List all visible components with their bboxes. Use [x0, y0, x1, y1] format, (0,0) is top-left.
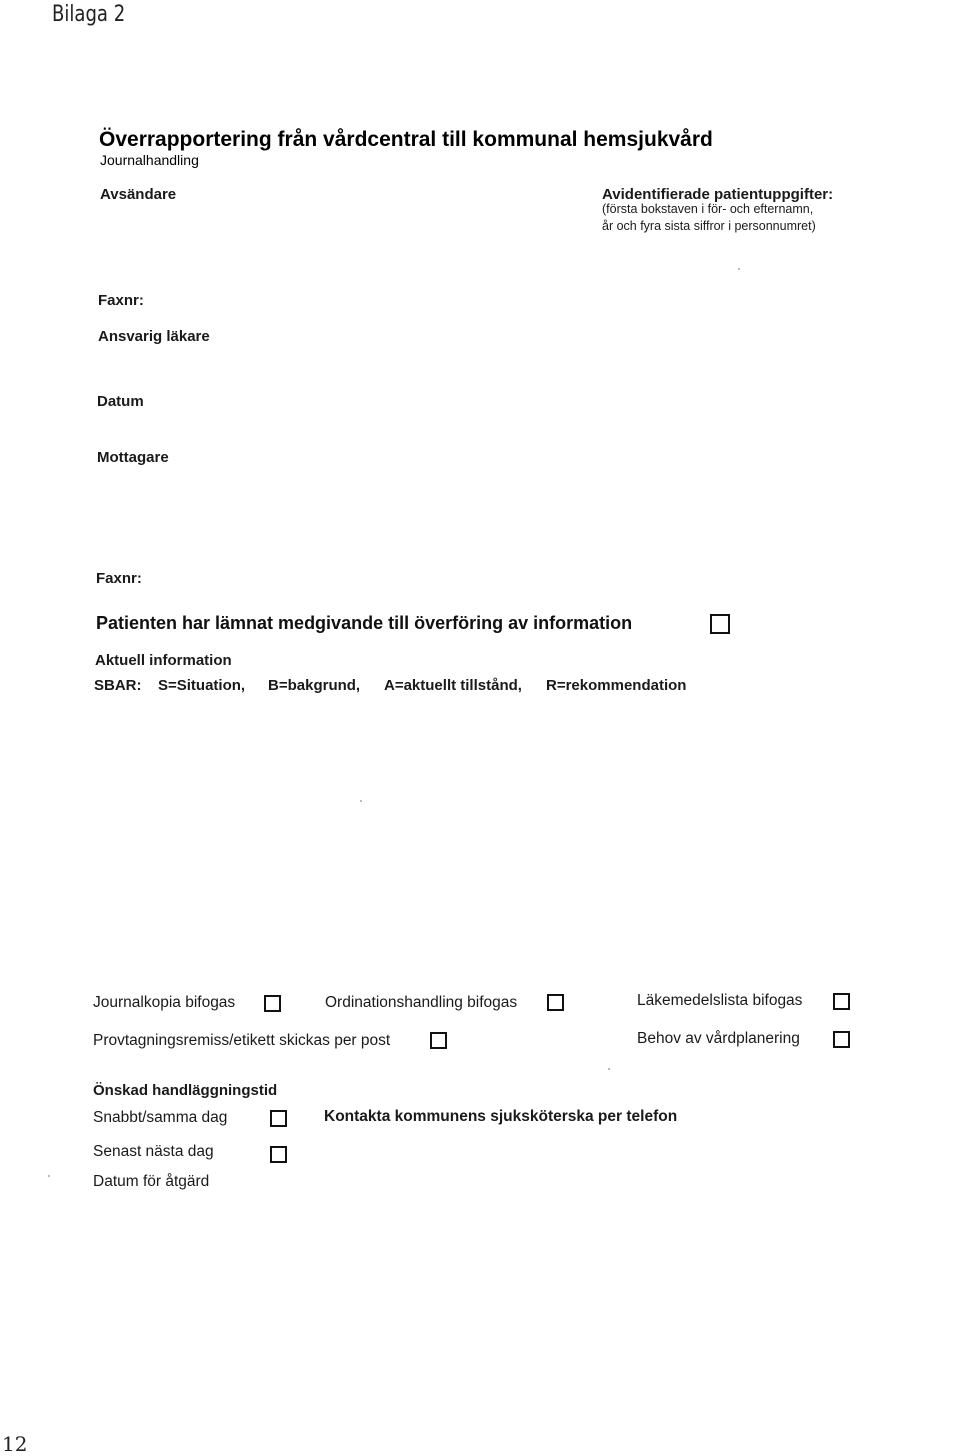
care-planning-label: Behov av vårdplanering: [637, 1030, 800, 1047]
page-subtitle: Journalhandling: [100, 152, 199, 168]
contact-nurse-label: Kontakta kommunens sjuksköterska per telefon: [324, 1108, 678, 1125]
sbar-background: B=bakgrund,: [268, 677, 361, 694]
scan-speck: [608, 1068, 610, 1070]
same-day-label: Snabbt/samma dag: [93, 1109, 228, 1126]
date-label: Datum: [97, 393, 144, 410]
consent-checkbox[interactable]: [710, 614, 730, 634]
current-info-heading: Aktuell information: [95, 652, 232, 669]
sender-label: Avsändare: [100, 186, 177, 203]
attachment-label: Bilaga 2: [52, 2, 126, 27]
sample-referral-label: Provtagningsremiss/etikett skickas per post: [93, 1032, 391, 1049]
prescription-checkbox[interactable]: [547, 994, 564, 1011]
responsible-doctor-label: Ansvarig läkare: [98, 328, 210, 345]
handling-time-heading: Önskad handläggningstid: [93, 1082, 278, 1099]
recipient-label: Mottagare: [97, 449, 169, 466]
sbar-label: SBAR:: [94, 677, 142, 694]
patient-data-heading: Avidentifierade patientuppgifter:: [602, 186, 834, 203]
next-day-checkbox[interactable]: [270, 1146, 287, 1163]
sbar-situation: S=Situation,: [158, 677, 246, 694]
next-day-label: Senast nästa dag: [93, 1143, 214, 1160]
prescription-label: Ordinationshandling bifogas: [325, 994, 518, 1011]
same-day-checkbox[interactable]: [270, 1110, 287, 1127]
page-title: Överrapportering från vårdcentral till kommunal hemsjukvård: [99, 128, 713, 151]
sender-fax-label: Faxnr:: [98, 292, 144, 309]
sbar-assessment: A=aktuellt tillstånd,: [384, 677, 522, 694]
sample-referral-checkbox[interactable]: [430, 1032, 447, 1049]
recipient-fax-label: Faxnr:: [96, 570, 142, 587]
journal-copy-label: Journalkopia bifogas: [93, 994, 236, 1011]
care-planning-checkbox[interactable]: [833, 1031, 850, 1048]
action-date-label: Datum för åtgärd: [93, 1173, 210, 1190]
scan-speck: [738, 268, 740, 270]
consent-label: Patienten har lämnat medgivande till överföring av information: [96, 613, 633, 633]
medication-list-checkbox[interactable]: [833, 993, 850, 1010]
patient-data-note-line1: (första bokstaven i för- och efternamn,: [602, 202, 814, 216]
scan-speck: [48, 1175, 50, 1177]
journal-copy-checkbox[interactable]: [264, 995, 281, 1012]
sbar-recommendation: R=rekommendation: [546, 677, 687, 694]
scan-speck: [360, 800, 362, 802]
page-number: 12: [2, 1432, 28, 1456]
patient-data-note-line2: år och fyra sista siffror i personnumret): [602, 219, 816, 233]
medication-list-label: Läkemedelslista bifogas: [637, 992, 803, 1009]
